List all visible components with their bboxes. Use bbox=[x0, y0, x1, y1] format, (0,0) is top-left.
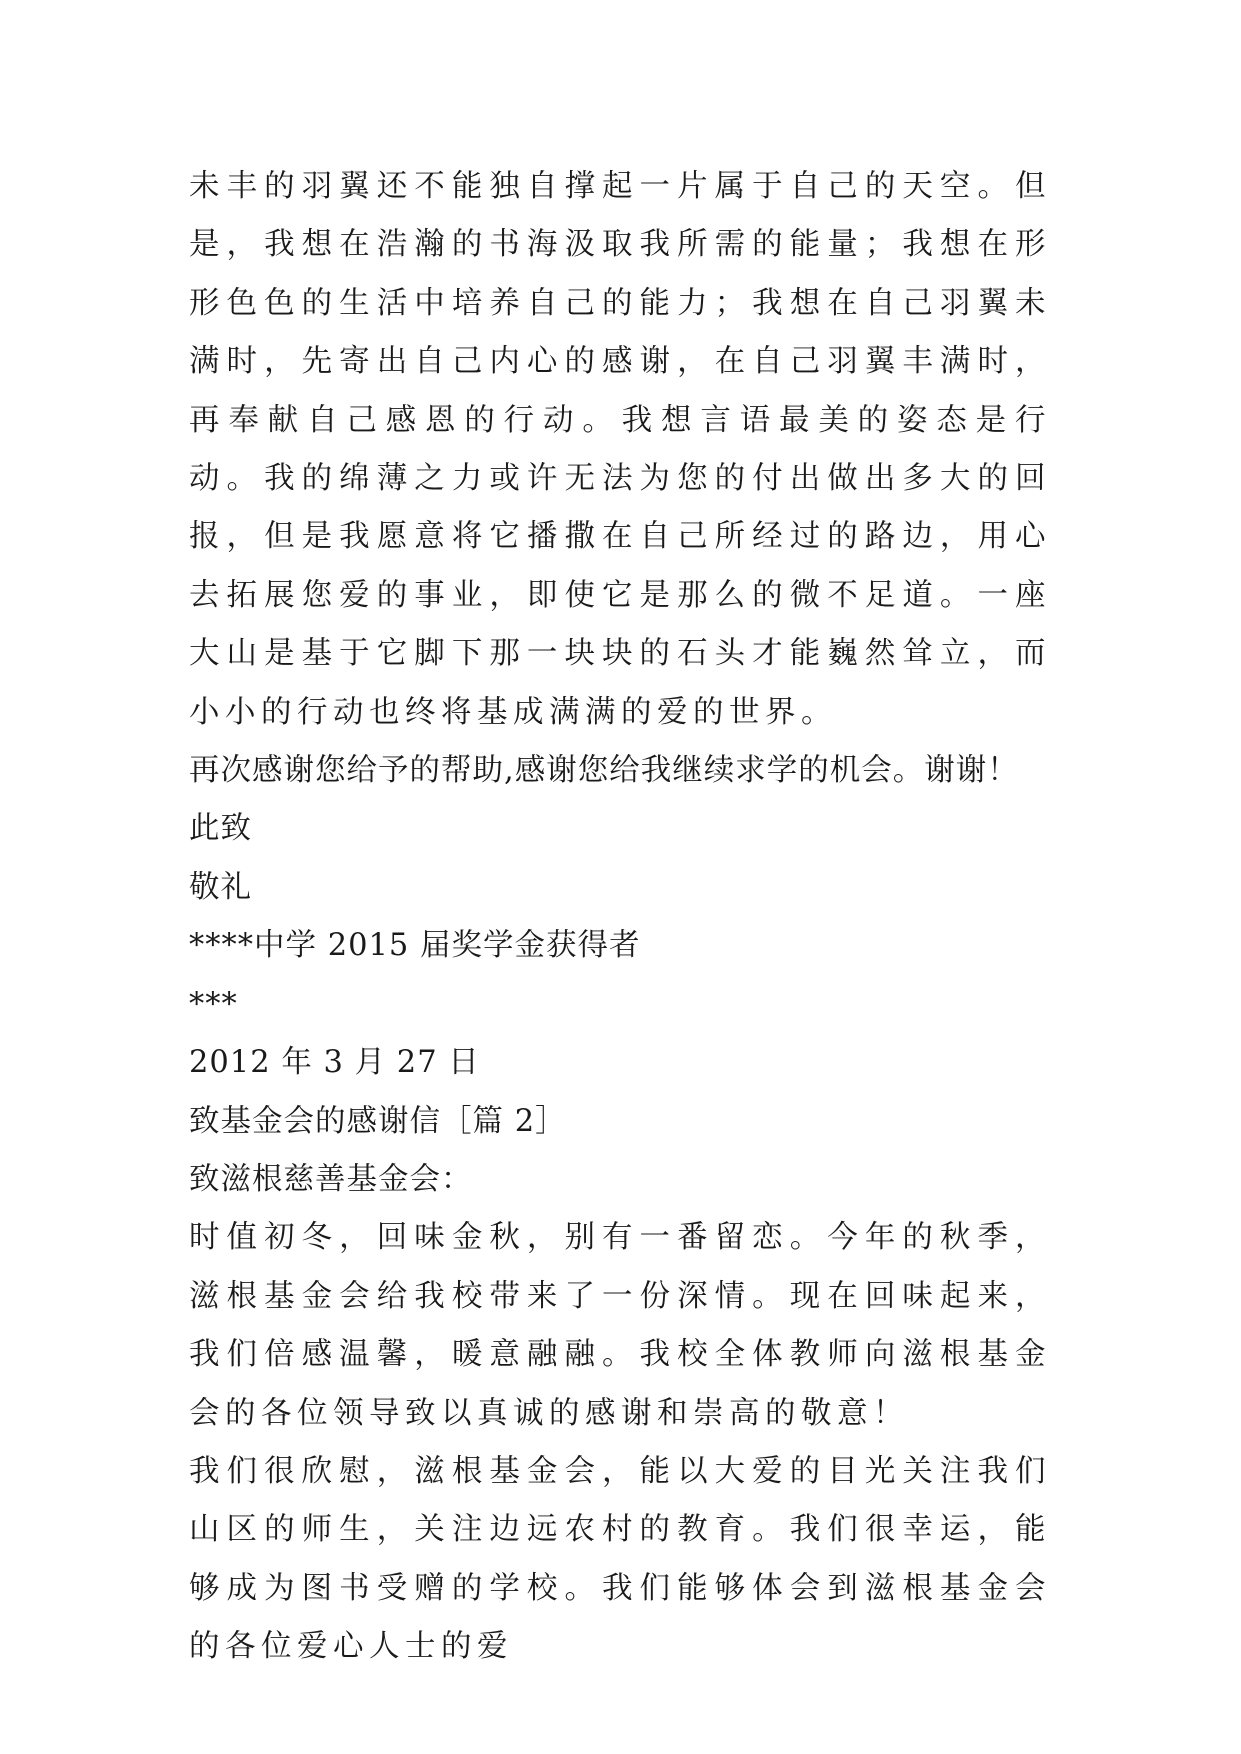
paragraph-autumn: 时值初冬，回味金秋，别有一番留恋。今年的秋季，滋根基金会给我校带来了一份深情。现在回味起来，我们倍感温馨，暖意融融。我校全体教师向滋根基金会的各位领导致以真诚的感谢和崇高的敬意！ bbox=[189, 1220, 1051, 1431]
section-heading: 致基金会的感谢信［篇 2］ bbox=[189, 1103, 567, 1139]
paragraph-gratified: 我们很欣慰，滋根基金会，能以大爱的目光关注我们山区的师生，关注边远农村的教育。我们很幸运，能够成为图书受赠的学校。我们能够体会到滋根基金会的各位爱心人士的爱 bbox=[189, 1453, 1051, 1665]
document-body bbox=[189, 158, 1051, 1677]
closing-salutation: 此致 bbox=[189, 811, 252, 847]
signature-title: ****中学 2015 届奖学金获得者 bbox=[189, 928, 641, 964]
paragraph-thanks-again: 再次感谢您给予的帮助,感谢您给我继续求学的机会。谢谢！ bbox=[189, 753, 1019, 789]
signature-name: *** bbox=[189, 986, 238, 1022]
signature-date: 2012 年 3 月 27 日 bbox=[189, 1045, 480, 1081]
closing-respect: 敬礼 bbox=[189, 869, 252, 905]
letter-greeting: 致滋根慈善基金会： bbox=[189, 1161, 473, 1197]
paragraph-gratitude-action: 未丰的羽翼还不能独自撑起一片属于自己的天空。但是，我想在浩瀚的书海汲取我所需的能量；我想在形形色色的生活中培养自己的能力；我想在自己羽翼未满时，先寄出自己内心的感谢，在自己羽翼丰满时，再奉献自己感恩的行动。我想言语最美的姿态是行动。我的绵薄之力或许无法为您的付出做出多大的回报，但是我愿意将它播撒在自己所经过的路边，用心去拓展您爱的事业，即使它是那么的微不足道。一座大山是基于它脚下那一块块的石头才能巍然耸立，而小小的行动也终将基成满满的爱的世界。 bbox=[189, 169, 1051, 730]
